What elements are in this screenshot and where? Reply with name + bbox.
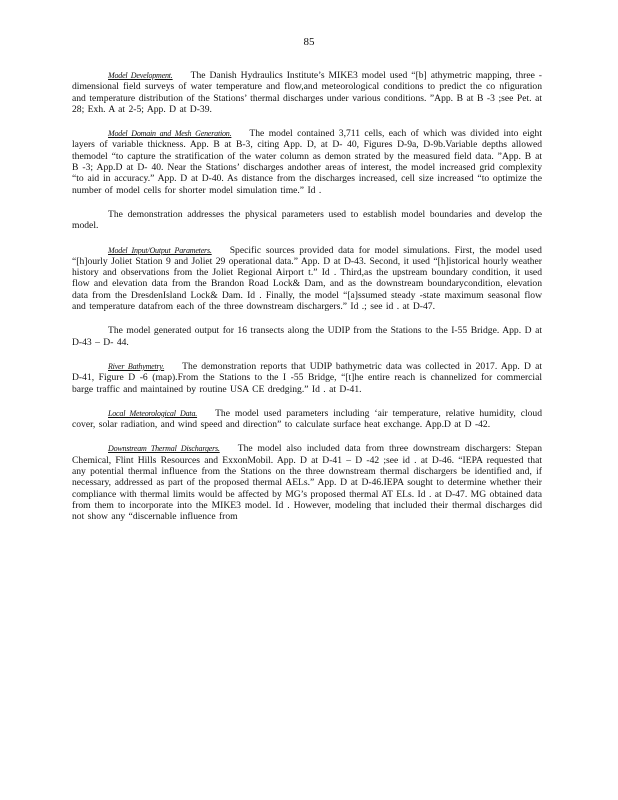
paragraph-text: The model contained 3,711 cells, each of which was divided into eight layers of variable thickness. App. B at B-3, citing App. D, at D- 40, Figures D-9a, D-9b.Variable depths allowed themodel “to capture the stratification of the water column as demon strated by the measured field data. ”App. B at B -3; App.D at D- 40. Near the Stations’ discharges andother areas of interest, the model increased grid complexity “to aid in accuracy.” App. D at D-40. As distance from the discharges increased, cell size increased “to optimize the number of model cells for shorter model simulation time.” Id . <box>72 128 542 196</box>
paragraph-text: The demonstration addresses the physical parameters used to establish model boundaries and develop the model. <box>72 208 542 232</box>
paragraph-input-output <box>72 245 542 313</box>
paragraph-text: Specific sources provided data for model simulations. First, the model used “[h]ourly Joliet Station 9 and Joliet 29 operational data.” App. D at D-43. Second, it used “[h]istorical hourly weather history and observations from the Joliet Regional Airport t.” Id . Third,as the upstream boundary condition, it used flow and elevation data from the Brandon Road Lock& Dam, and as the downstream boundarycondition, elevation data from the DresdenIsland Lock& Dam. Id . Finally, the model “[a]ssumed steady -state maximum seasonal flow and temperature datafrom each of the three downstream dischargers.” Id .; see id . at D-47. <box>72 244 542 313</box>
paragraph-text: The demonstration reports that UDIP bathymetric data was collected in 2017. App. D at D-41, Figure D -6 (map).From the Stations to the I -55 Bridge, “[t]he entire reach is channelized for commercial barge traffic and maintained by routine USA CE dredging.” Id . at D-41. <box>72 360 543 395</box>
heading-input-output: Model Input/Output Parameters. <box>108 245 212 255</box>
page-number: 85 <box>303 36 315 48</box>
paragraph-text: The model used parameters including ‘air temperature, relative humidity, cloud cover, solar radiation, and wind speed and direction” to calculate surface heat exchange. App.D at D -42. <box>72 407 543 431</box>
paragraph-river-bathymetry <box>72 361 542 395</box>
heading-meteorological: Local Meteorological Data. <box>108 408 198 418</box>
paragraph-text: The model also included data from three downstream dischargers: Stepan Chemical, Flint Hills Resources and ExxonMobil. App. D at D-41 – D -42 ;see id . at D-46. “IEPA requested that any potential thermal influence from the Stations on the three downstream thermal dischargers be identified and, if necessary, addressed as part of the proposed thermal AELs.” App. D at D-46.IEPA sought to determine whether their compliance with thermal limits would be affected by MG’s proposed thermal AT ELs. Id . at D-47. MG obtained data from them to incorporate into the MIKE3 model. Id . However, modeling that included their thermal discharges did not show any “discernable influence from <box>72 443 543 523</box>
heading-river-bathymetry: River Bathymetry. <box>108 361 165 371</box>
paragraph-downstream-dischargers <box>72 443 542 522</box>
body-text <box>72 70 542 536</box>
heading-downstream-dischargers: Downstream Thermal Dischargers. <box>108 444 220 454</box>
paragraph-model-output <box>72 325 542 348</box>
paragraph-text: The Danish Hydraulics Institute’s MIKE3 model used “[b] athymetric mapping, three -dimensional field surveys of water temperature and flow,and meteorological conditions to predict the co nfiguration and temperature distribution of the Stations’ thermal discharges under various conditions. ”App. B at B -3 ;see Pet. at 28; Exh. A at 2-5; App. D at D-39. <box>72 70 542 115</box>
paragraph-meteorological <box>72 408 542 431</box>
paragraph-model-domain <box>72 128 542 196</box>
heading-model-domain: Model Domain and Mesh Generation. <box>108 129 232 139</box>
heading-model-development: Model Development. <box>108 71 173 80</box>
paragraph-model-development <box>72 70 542 115</box>
paragraph-text: The model generated output for 16 transects along the UDIP from the Stations to the I-55 Bridge. App. D at D-43 – D- 44. <box>72 325 542 348</box>
paragraph-physical-parameters <box>72 209 542 232</box>
